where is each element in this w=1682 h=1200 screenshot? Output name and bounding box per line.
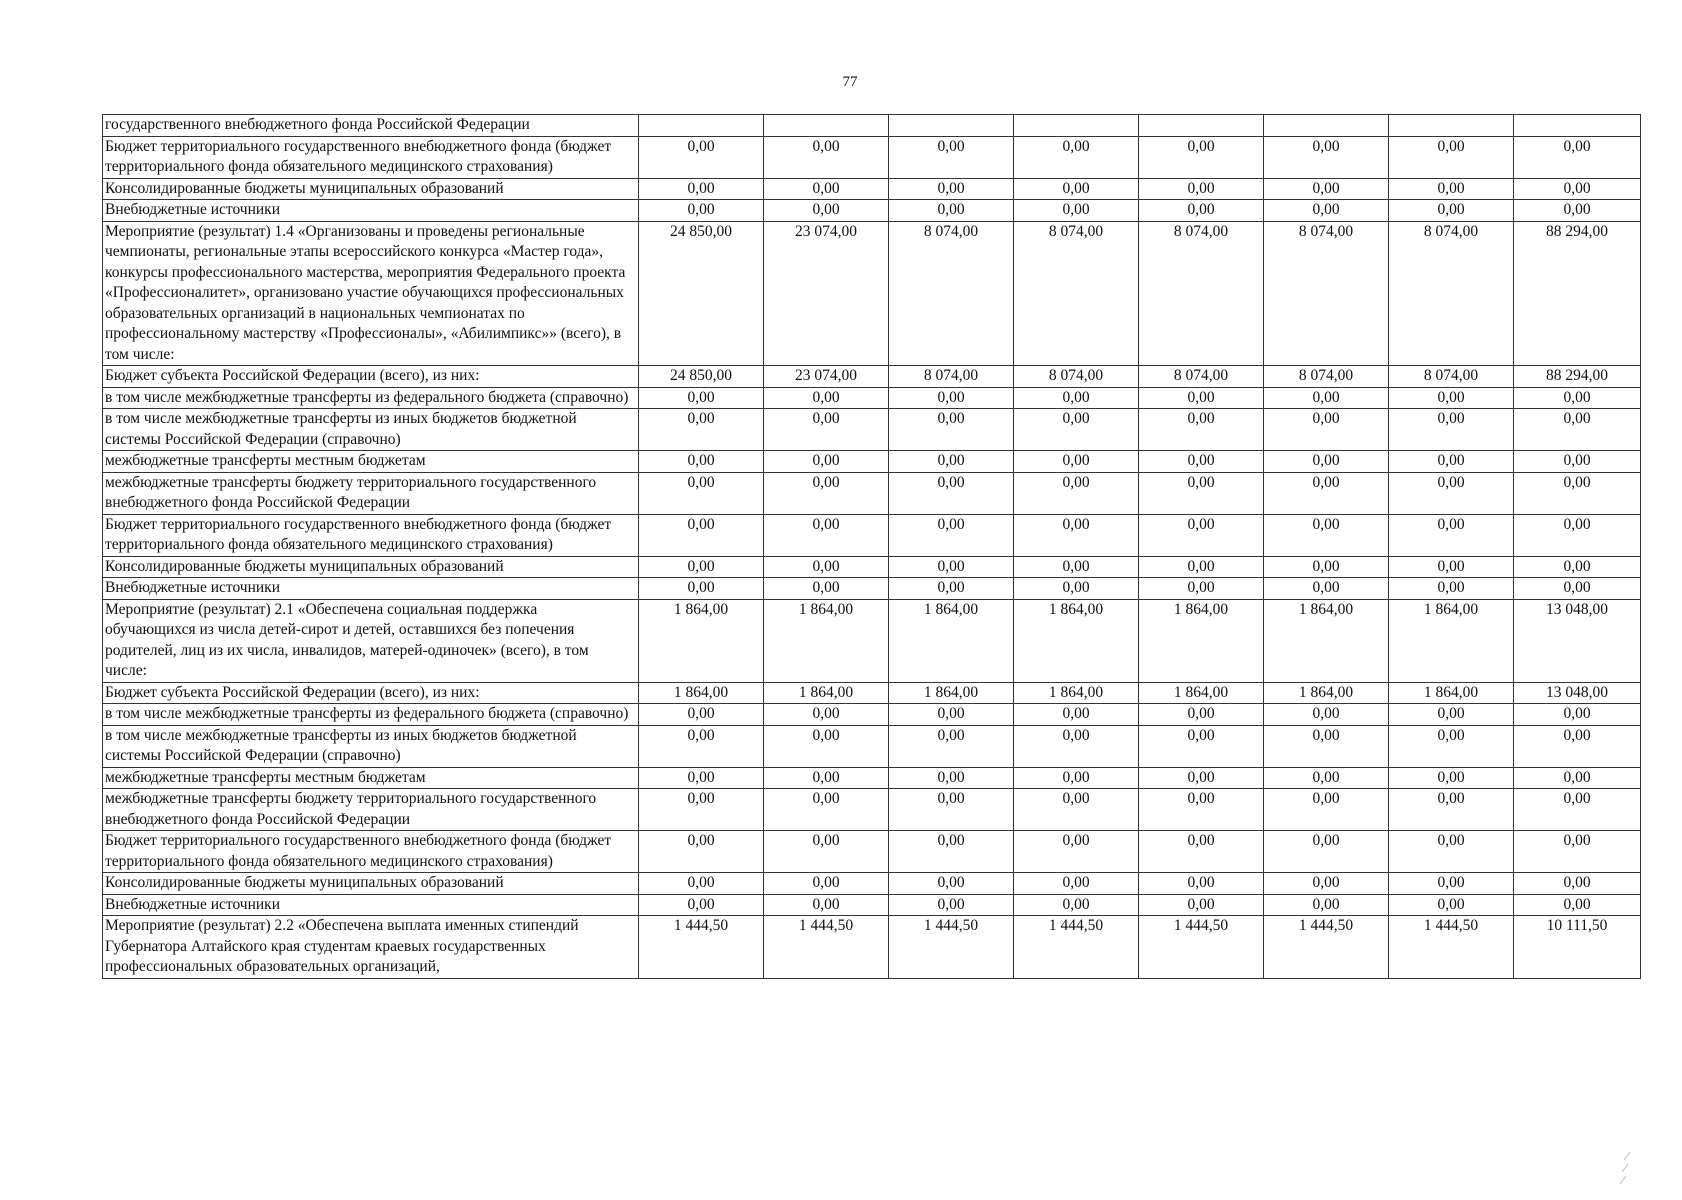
table-row <box>103 704 1641 726</box>
value-cell: 0,00 <box>764 578 889 600</box>
value-cell: 0,00 <box>1264 831 1389 873</box>
table-row <box>103 725 1641 767</box>
value-cell: 0,00 <box>1514 514 1641 556</box>
value-cell: 0,00 <box>764 725 889 767</box>
value-cell: 0,00 <box>1389 472 1514 514</box>
value-cell: 1 444,50 <box>764 916 889 979</box>
value-cell <box>1139 115 1264 137</box>
value-cell: 0,00 <box>639 894 764 916</box>
value-cell: 0,00 <box>1264 136 1389 178</box>
value-cell: 0,00 <box>1139 894 1264 916</box>
value-cell <box>764 115 889 137</box>
value-cell: 0,00 <box>1264 387 1389 409</box>
value-cell: 0,00 <box>639 789 764 831</box>
value-cell: 0,00 <box>639 831 764 873</box>
value-cell: 8 074,00 <box>889 221 1014 366</box>
row-label: государственного внебюджетного фонда Российской Федерации <box>103 115 639 137</box>
value-cell: 1 864,00 <box>889 599 1014 682</box>
row-label: межбюджетные трансферты местным бюджетам <box>103 451 639 473</box>
value-cell: 0,00 <box>1389 894 1514 916</box>
value-cell: 0,00 <box>1514 789 1641 831</box>
table-row <box>103 387 1641 409</box>
value-cell: 0,00 <box>1264 451 1389 473</box>
value-cell: 8 074,00 <box>889 366 1014 388</box>
value-cell: 0,00 <box>764 831 889 873</box>
value-cell: 0,00 <box>764 873 889 895</box>
value-cell: 1 444,50 <box>639 916 764 979</box>
table-row <box>103 200 1641 222</box>
row-label: Мероприятие (результат) 1.4 «Организованы и проведены региональные чемпионаты, региональные этапы всероссийского конкурса «Мастер года», конкурсы профессионального мастерства, мероприятия Федерального проекта «Профессионалитет», организовано участие обучающихся профессиональных образовательных организаций в национальных чемпионатах по профессиональному мастерству «Профессионалы», «Абилимпикс»» (всего), в том числе: <box>103 221 639 366</box>
value-cell: 0,00 <box>1139 409 1264 451</box>
value-cell: 0,00 <box>1264 556 1389 578</box>
value-cell: 1 864,00 <box>764 682 889 704</box>
table-row <box>103 178 1641 200</box>
value-cell: 0,00 <box>889 136 1014 178</box>
value-cell: 0,00 <box>764 387 889 409</box>
value-cell: 13 048,00 <box>1514 682 1641 704</box>
table-row <box>103 578 1641 600</box>
value-cell <box>1014 115 1139 137</box>
value-cell: 0,00 <box>639 136 764 178</box>
row-label: Консолидированные бюджеты муниципальных образований <box>103 556 639 578</box>
value-cell: 1 864,00 <box>1014 682 1139 704</box>
value-cell: 0,00 <box>764 556 889 578</box>
value-cell: 0,00 <box>1014 409 1139 451</box>
value-cell: 0,00 <box>639 873 764 895</box>
value-cell: 0,00 <box>639 472 764 514</box>
value-cell: 0,00 <box>1014 178 1139 200</box>
value-cell: 0,00 <box>1514 704 1641 726</box>
value-cell: 0,00 <box>1264 409 1389 451</box>
table-row <box>103 916 1641 979</box>
scan-mark <box>1582 1148 1642 1188</box>
value-cell: 10 111,50 <box>1514 916 1641 979</box>
value-cell: 1 444,50 <box>1264 916 1389 979</box>
value-cell: 0,00 <box>1264 178 1389 200</box>
value-cell: 8 074,00 <box>1139 366 1264 388</box>
value-cell: 0,00 <box>889 789 1014 831</box>
value-cell: 0,00 <box>1389 873 1514 895</box>
value-cell: 0,00 <box>1389 578 1514 600</box>
value-cell: 0,00 <box>639 514 764 556</box>
value-cell: 0,00 <box>889 578 1014 600</box>
value-cell: 0,00 <box>1014 578 1139 600</box>
table-row <box>103 767 1641 789</box>
table-row <box>103 221 1641 366</box>
row-label: Консолидированные бюджеты муниципальных образований <box>103 873 639 895</box>
value-cell: 1 444,50 <box>1139 916 1264 979</box>
value-cell: 0,00 <box>1264 767 1389 789</box>
value-cell: 0,00 <box>764 704 889 726</box>
value-cell: 0,00 <box>1139 178 1264 200</box>
value-cell: 0,00 <box>1014 873 1139 895</box>
value-cell: 0,00 <box>1139 578 1264 600</box>
value-cell: 8 074,00 <box>1264 366 1389 388</box>
value-cell: 1 864,00 <box>1264 599 1389 682</box>
value-cell: 0,00 <box>889 451 1014 473</box>
row-label: межбюджетные трансферты бюджету территориального государственного внебюджетного фонда Российской Федерации <box>103 789 639 831</box>
value-cell: 0,00 <box>1264 200 1389 222</box>
value-cell: 0,00 <box>1264 873 1389 895</box>
value-cell: 0,00 <box>1139 789 1264 831</box>
value-cell: 0,00 <box>1264 894 1389 916</box>
value-cell: 1 864,00 <box>1139 682 1264 704</box>
value-cell <box>1264 115 1389 137</box>
value-cell: 0,00 <box>1389 409 1514 451</box>
value-cell: 0,00 <box>1514 894 1641 916</box>
value-cell: 13 048,00 <box>1514 599 1641 682</box>
value-cell: 0,00 <box>1264 578 1389 600</box>
value-cell: 0,00 <box>1014 894 1139 916</box>
table-row <box>103 115 1641 137</box>
value-cell: 0,00 <box>889 514 1014 556</box>
value-cell: 0,00 <box>1514 725 1641 767</box>
row-label: в том числе межбюджетные трансферты из федерального бюджета (справочно) <box>103 387 639 409</box>
value-cell: 1 864,00 <box>1014 599 1139 682</box>
value-cell: 0,00 <box>764 409 889 451</box>
value-cell: 1 864,00 <box>764 599 889 682</box>
value-cell: 0,00 <box>639 200 764 222</box>
value-cell: 0,00 <box>1139 831 1264 873</box>
table-row <box>103 136 1641 178</box>
value-cell: 0,00 <box>1139 873 1264 895</box>
value-cell: 0,00 <box>639 556 764 578</box>
budget-table <box>102 114 1641 979</box>
value-cell: 0,00 <box>764 767 889 789</box>
value-cell: 0,00 <box>1264 704 1389 726</box>
value-cell: 0,00 <box>1139 387 1264 409</box>
value-cell: 0,00 <box>1139 451 1264 473</box>
value-cell: 1 444,50 <box>1389 916 1514 979</box>
value-cell: 0,00 <box>1514 873 1641 895</box>
value-cell <box>1389 115 1514 137</box>
value-cell: 0,00 <box>1514 387 1641 409</box>
value-cell: 0,00 <box>889 409 1014 451</box>
value-cell: 0,00 <box>889 725 1014 767</box>
value-cell: 0,00 <box>1139 725 1264 767</box>
value-cell: 0,00 <box>1264 472 1389 514</box>
value-cell: 0,00 <box>1014 725 1139 767</box>
value-cell: 0,00 <box>764 514 889 556</box>
value-cell: 0,00 <box>1014 451 1139 473</box>
value-cell: 23 074,00 <box>764 366 889 388</box>
value-cell: 0,00 <box>639 451 764 473</box>
value-cell: 0,00 <box>1014 556 1139 578</box>
value-cell: 1 864,00 <box>639 682 764 704</box>
value-cell: 8 074,00 <box>1014 221 1139 366</box>
value-cell: 0,00 <box>1139 704 1264 726</box>
row-label: Консолидированные бюджеты муниципальных образований <box>103 178 639 200</box>
value-cell: 0,00 <box>889 472 1014 514</box>
value-cell <box>1514 115 1641 137</box>
value-cell: 0,00 <box>1014 387 1139 409</box>
value-cell: 0,00 <box>1014 767 1139 789</box>
value-cell: 23 074,00 <box>764 221 889 366</box>
row-label: Бюджет субъекта Российской Федерации (всего), из них: <box>103 366 639 388</box>
value-cell: 1 864,00 <box>1389 599 1514 682</box>
table-row <box>103 789 1641 831</box>
value-cell: 0,00 <box>639 767 764 789</box>
value-cell: 0,00 <box>639 704 764 726</box>
value-cell: 0,00 <box>1514 831 1641 873</box>
value-cell: 1 864,00 <box>1264 682 1389 704</box>
value-cell: 0,00 <box>1014 136 1139 178</box>
value-cell: 24 850,00 <box>639 366 764 388</box>
value-cell: 0,00 <box>889 767 1014 789</box>
value-cell: 0,00 <box>1389 514 1514 556</box>
value-cell: 0,00 <box>889 200 1014 222</box>
value-cell: 0,00 <box>1139 514 1264 556</box>
value-cell: 8 074,00 <box>1389 221 1514 366</box>
value-cell: 1 444,50 <box>889 916 1014 979</box>
value-cell: 0,00 <box>1514 178 1641 200</box>
value-cell <box>639 115 764 137</box>
value-cell: 0,00 <box>889 178 1014 200</box>
value-cell: 0,00 <box>1014 200 1139 222</box>
value-cell: 0,00 <box>764 200 889 222</box>
value-cell: 0,00 <box>764 136 889 178</box>
value-cell: 0,00 <box>1389 789 1514 831</box>
value-cell: 0,00 <box>1514 451 1641 473</box>
table-row <box>103 599 1641 682</box>
row-label: межбюджетные трансферты бюджету территориального государственного внебюджетного фонда Российской Федерации <box>103 472 639 514</box>
row-label: Мероприятие (результат) 2.1 «Обеспечена социальная поддержка обучающихся из числа детей-сирот и детей, оставшихся без попечения родителей, лиц из их числа, инвалидов, матерей-одиночек» (всего), в том числе: <box>103 599 639 682</box>
value-cell: 0,00 <box>889 894 1014 916</box>
row-label: Бюджет территориального государственного внебюджетного фонда (бюджет территориального фонда обязательного медицинского страхования) <box>103 831 639 873</box>
value-cell: 0,00 <box>1389 451 1514 473</box>
value-cell: 1 444,50 <box>1014 916 1139 979</box>
value-cell: 0,00 <box>1389 556 1514 578</box>
value-cell: 0,00 <box>1389 831 1514 873</box>
table-row <box>103 366 1641 388</box>
value-cell: 0,00 <box>889 387 1014 409</box>
table-row <box>103 873 1641 895</box>
value-cell: 0,00 <box>639 178 764 200</box>
value-cell: 0,00 <box>1389 725 1514 767</box>
value-cell: 0,00 <box>1514 200 1641 222</box>
value-cell: 0,00 <box>1264 789 1389 831</box>
value-cell: 0,00 <box>764 789 889 831</box>
value-cell: 8 074,00 <box>1264 221 1389 366</box>
value-cell: 88 294,00 <box>1514 366 1641 388</box>
row-label: Внебюджетные источники <box>103 578 639 600</box>
value-cell: 0,00 <box>639 725 764 767</box>
value-cell: 0,00 <box>1014 472 1139 514</box>
value-cell: 0,00 <box>1014 514 1139 556</box>
value-cell: 0,00 <box>1389 767 1514 789</box>
value-cell: 1 864,00 <box>1139 599 1264 682</box>
value-cell: 0,00 <box>1264 725 1389 767</box>
value-cell: 0,00 <box>764 178 889 200</box>
value-cell: 0,00 <box>1014 789 1139 831</box>
row-label: межбюджетные трансферты местным бюджетам <box>103 767 639 789</box>
value-cell: 0,00 <box>889 831 1014 873</box>
value-cell: 0,00 <box>639 409 764 451</box>
value-cell: 0,00 <box>764 472 889 514</box>
value-cell: 88 294,00 <box>1514 221 1641 366</box>
row-label: в том числе межбюджетные трансферты из иных бюджетов бюджетной системы Российской Федерации (справочно) <box>103 409 639 451</box>
table-body <box>103 115 1641 979</box>
value-cell: 0,00 <box>1514 556 1641 578</box>
value-cell: 0,00 <box>889 556 1014 578</box>
row-label: в том числе межбюджетные трансферты из федерального бюджета (справочно) <box>103 704 639 726</box>
value-cell: 8 074,00 <box>1014 366 1139 388</box>
value-cell <box>889 115 1014 137</box>
table-row <box>103 556 1641 578</box>
row-label: Бюджет территориального государственного внебюджетного фонда (бюджет территориального фонда обязательного медицинского страхования) <box>103 136 639 178</box>
row-label: в том числе межбюджетные трансферты из иных бюджетов бюджетной системы Российской Федерации (справочно) <box>103 725 639 767</box>
page-number: 77 <box>842 74 858 90</box>
table-row <box>103 682 1641 704</box>
table-row <box>103 451 1641 473</box>
value-cell: 1 864,00 <box>1389 682 1514 704</box>
value-cell: 0,00 <box>764 894 889 916</box>
table-row <box>103 831 1641 873</box>
value-cell: 0,00 <box>764 451 889 473</box>
value-cell: 1 864,00 <box>639 599 764 682</box>
value-cell: 0,00 <box>1514 472 1641 514</box>
table-row <box>103 472 1641 514</box>
row-label: Бюджет субъекта Российской Федерации (всего), из них: <box>103 682 639 704</box>
value-cell: 0,00 <box>639 578 764 600</box>
row-label: Внебюджетные источники <box>103 894 639 916</box>
table-row <box>103 894 1641 916</box>
value-cell: 0,00 <box>1514 136 1641 178</box>
value-cell: 0,00 <box>1014 831 1139 873</box>
value-cell: 0,00 <box>1389 387 1514 409</box>
table-row <box>103 409 1641 451</box>
value-cell: 8 074,00 <box>1389 366 1514 388</box>
table-row <box>103 514 1641 556</box>
value-cell: 0,00 <box>1514 578 1641 600</box>
value-cell: 0,00 <box>1389 704 1514 726</box>
value-cell: 0,00 <box>1389 136 1514 178</box>
value-cell: 0,00 <box>1139 200 1264 222</box>
value-cell: 0,00 <box>1139 136 1264 178</box>
value-cell: 8 074,00 <box>1139 221 1264 366</box>
value-cell: 0,00 <box>889 704 1014 726</box>
row-label: Внебюджетные источники <box>103 200 639 222</box>
value-cell: 0,00 <box>1514 409 1641 451</box>
value-cell: 0,00 <box>1389 200 1514 222</box>
value-cell: 0,00 <box>1139 472 1264 514</box>
value-cell: 0,00 <box>1139 556 1264 578</box>
value-cell: 1 864,00 <box>889 682 1014 704</box>
row-label: Бюджет территориального государственного внебюджетного фонда (бюджет территориального фонда обязательного медицинского страхования) <box>103 514 639 556</box>
value-cell: 0,00 <box>1014 704 1139 726</box>
row-label: Мероприятие (результат) 2.2 «Обеспечена выплата именных стипендий Губернатора Алтайского края студентам краевых государственных профессиональных образовательных организаций, <box>103 916 639 979</box>
value-cell: 0,00 <box>1514 767 1641 789</box>
value-cell: 24 850,00 <box>639 221 764 366</box>
value-cell: 0,00 <box>1264 514 1389 556</box>
value-cell: 0,00 <box>889 873 1014 895</box>
value-cell: 0,00 <box>1139 767 1264 789</box>
value-cell: 0,00 <box>639 387 764 409</box>
value-cell: 0,00 <box>1389 178 1514 200</box>
